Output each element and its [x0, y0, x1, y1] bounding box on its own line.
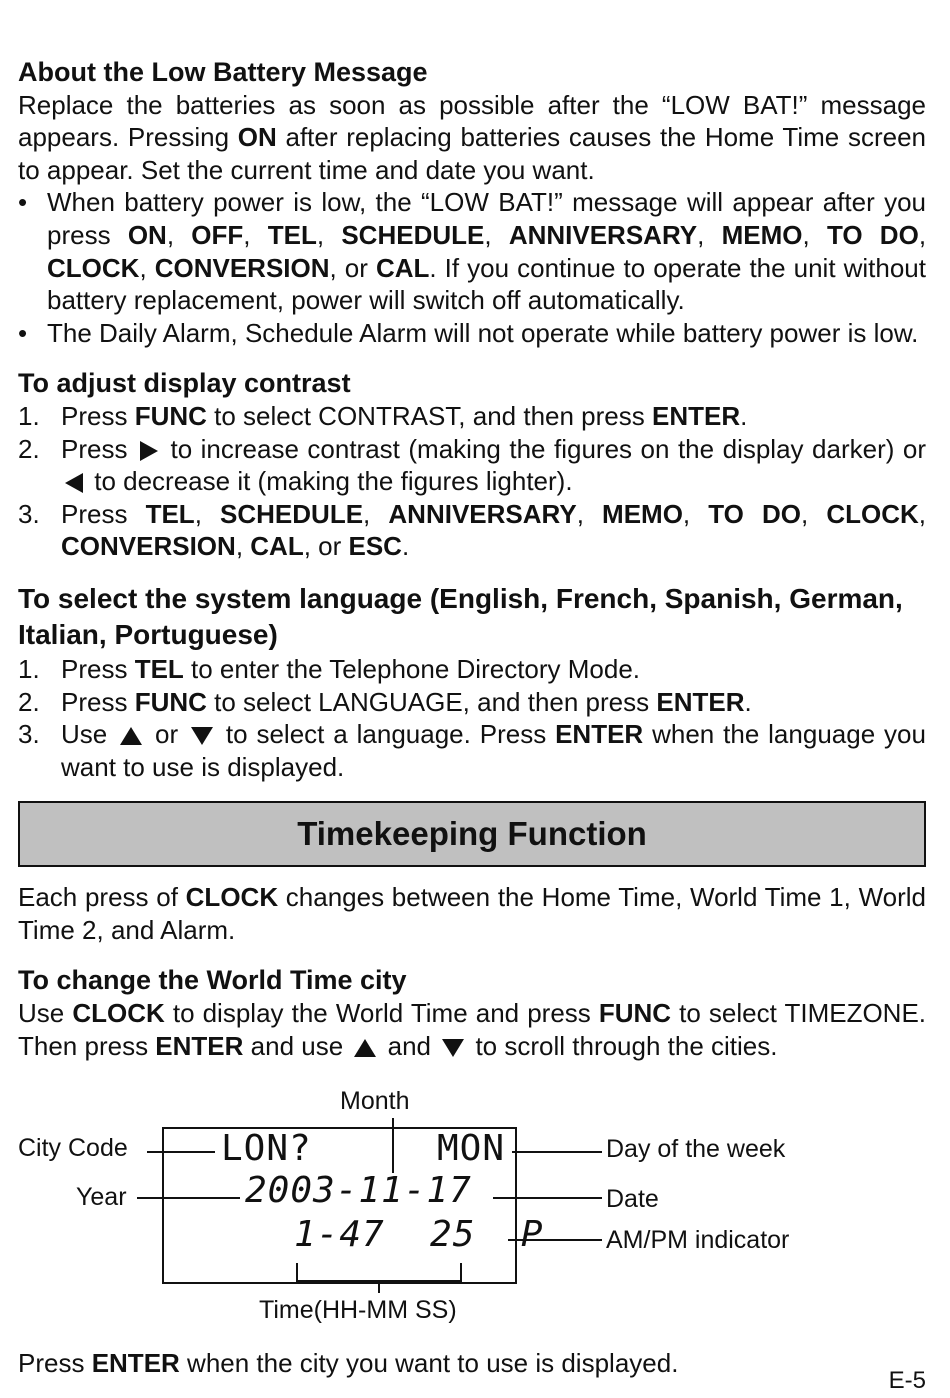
diagram-lines [0, 1085, 950, 1335]
low-battery-heading: About the Low Battery Message [18, 57, 428, 87]
language-step-3: 3. Use or to select a language. Press ENTER when the language you want to use is displayed. [18, 719, 926, 782]
ampm-label: AM/PM indicator [606, 1226, 790, 1254]
language-step-1: 1. Press TEL to enter the Telephone Directory Mode. [18, 653, 641, 684]
time-label: Time(HH-MM SS) [259, 1296, 457, 1324]
clock-paragraph: Each press of CLOCK changes between the Home Time, World Time 1, World Time 2, and Alarm. [18, 882, 926, 945]
world-time-display-diagram [0, 1085, 950, 1335]
page-number: E-5 [888, 1367, 926, 1394]
date-label: Date [606, 1185, 659, 1213]
world-time-paragraph: Use CLOCK to display the World Time and press FUNC to select TIMEZONE. Then press ENTER and use and to scroll through the cities. [18, 998, 927, 1061]
contrast-heading: To adjust display contrast [18, 368, 351, 399]
down-arrow-icon [442, 1039, 464, 1057]
left-arrow-icon [65, 473, 83, 493]
bottom-paragraph: Press ENTER when the city you want to use is displayed. [18, 1348, 679, 1378]
contrast-step-1: 1. Press FUNC to select CONTRAST, and then press ENTER. [18, 400, 748, 431]
time-bracket [297, 1263, 461, 1281]
language-heading: To select the system language (English, French, Spanish, German, Italian, Portuguese) [18, 582, 903, 650]
lcd-date: 2003-11-17 [245, 1170, 472, 1211]
up-arrow-icon [354, 1039, 376, 1057]
contrast-step-3: 3. Press TEL, SCHEDULE, ANNIVERSARY, MEMO, TO DO, CLOCK, CONVERSION, CAL, or ESC. [18, 498, 927, 562]
down-arrow-icon [191, 727, 213, 745]
language-step-2: 2. Press FUNC to select LANGUAGE, and then press ENTER. [18, 686, 752, 717]
manual-page [18, 56, 926, 1062]
month-label: Month [340, 1087, 410, 1115]
day-of-week-label: Day of the week [606, 1135, 786, 1163]
year-label: Year [76, 1183, 127, 1211]
up-arrow-icon [120, 727, 142, 745]
contrast-step-2: 2. Press to increase contrast (making the figures on the display darker) or to decrease it (making the figures lighter). [18, 433, 927, 497]
low-battery-paragraph: Replace the batteries as soon as possible after the “LOW BAT!” message appears. Pressing ON after replacing batteries causes the Home Time screen to appear. Set the current time and date you want. [18, 89, 926, 185]
low-battery-bullet-2: • The Daily Alarm, Schedule Alarm will not operate while battery power is low. [18, 317, 926, 350]
lcd-day-of-week: MON [437, 1128, 506, 1169]
right-arrow-icon [140, 441, 158, 461]
lcd-time: 1-47 25 P [294, 1214, 544, 1255]
lcd-city-code: LON? [221, 1128, 312, 1169]
world-time-heading: To change the World Time city [18, 965, 407, 996]
low-battery-bullet-1: • When battery power is low, the “LOW BAT!” message will appear after you press ON, OFF, TEL, SCHEDULE, ANNIVERSARY, MEMO, TO DO, CLOCK, CONVERSION, or CAL. If you continue to operate the unit without battery replacement, power will switch off automatically. [18, 186, 926, 316]
timekeeping-banner: Timekeeping Function [18, 801, 926, 867]
city-code-label: City Code [18, 1134, 128, 1162]
